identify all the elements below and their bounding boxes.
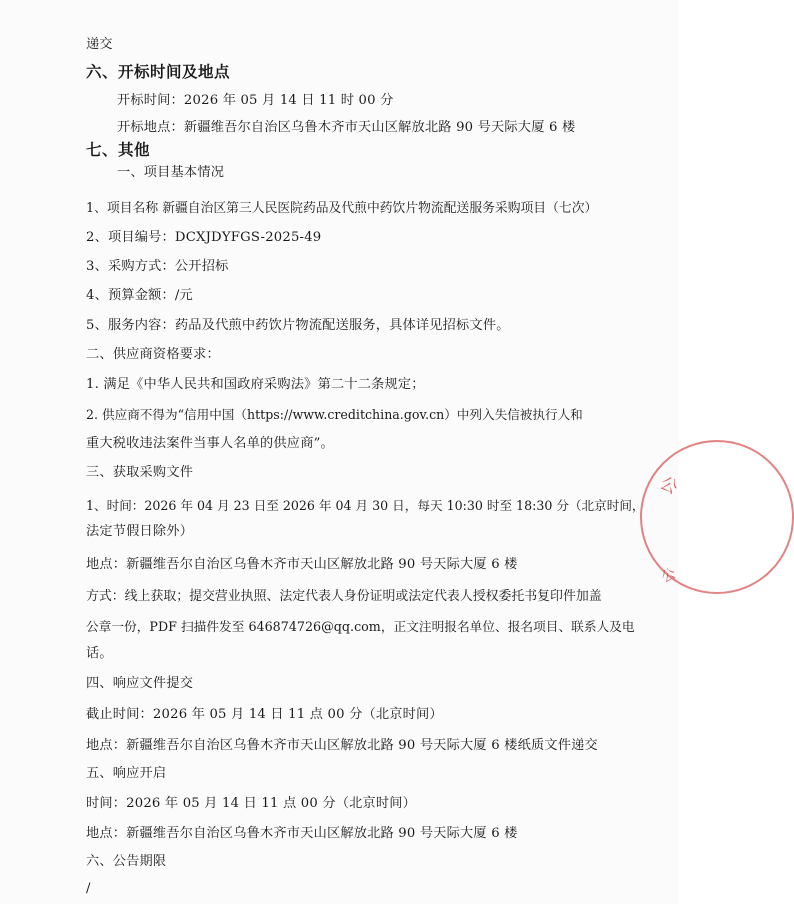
- subsection-heading: 三、获取采购文件: [86, 465, 194, 480]
- subsection-heading: 五、响应开启: [86, 766, 167, 781]
- text-line: 1. 满足《中华人民共和国政府采购法》第二十二条规定；: [86, 377, 425, 392]
- text-line: 开标时间：2026 年 05 月 14 日 11 时 00 分: [117, 93, 394, 108]
- text-line: 截止时间：2026 年 05 月 14 日 11 点 00 分（北京时间）: [86, 707, 443, 722]
- text-line: 1、项目名称 新疆自治区第三人民医院药品及代煎中药饮片物流配送服务采购项目（七次）: [86, 201, 598, 216]
- text-line: 地点：新疆维吾尔自治区乌鲁木齐市天山区解放北路 90 号天际大厦 6 楼: [86, 826, 518, 841]
- text-line: 开标地点：新疆维吾尔自治区乌鲁木齐市天山区解放北路 90 号天际大厦 6 楼: [117, 120, 576, 135]
- seal-glyph: 公: [659, 565, 679, 587]
- official-seal: [640, 440, 681, 620]
- text-line: 法定节假日除外）: [86, 524, 194, 539]
- text-line: 2、项目编号：DCXJDYFGS-2025-49: [86, 230, 322, 245]
- text-line: 时间：2026 年 05 月 14 日 11 点 00 分（北京时间）: [86, 796, 417, 811]
- section-heading: 七、其他: [86, 141, 151, 159]
- text-line: 方式：线上获取；提交营业执照、法定代表人身份证明或法定代表人授权委托书复印件加盖: [86, 589, 602, 604]
- text-line: 重大税收违法案件当事人名单的供应商”。: [86, 436, 334, 451]
- text-line: 公章一份，PDF 扫描件发至 646874726@qq.com，正文注明报名单位、报名项目、联系人及电: [86, 619, 635, 634]
- text-line: 话。: [86, 646, 113, 661]
- text-line: 递交: [86, 37, 113, 52]
- subsection-heading: 六、公告期限: [86, 854, 167, 869]
- text-line: 4、预算金额：/元: [86, 288, 193, 303]
- text-line: 地点：新疆维吾尔自治区乌鲁木齐市天山区解放北路 90 号天际大厦 6 楼: [86, 557, 518, 572]
- text-line: 1、时间：2026 年 04 月 23 日至 2026 年 04 月 30 日，每天 10:30 时至 18:30 分（北京时间，: [86, 498, 645, 513]
- text-line: /: [86, 881, 91, 896]
- section-heading: 六、开标时间及地点: [86, 63, 231, 81]
- seal-glyph: 公: [656, 473, 681, 499]
- subsection-heading: 四、响应文件提交: [86, 676, 194, 691]
- text-line: 5、服务内容：药品及代煎中药饮片物流配送服务，具体详见招标文件。: [86, 318, 510, 333]
- text-line: 2. 供应商不得为“信用中国（https://www.creditchina.gov.cn）中列入失信被执行人和: [86, 407, 583, 422]
- text-line: 地点：新疆维吾尔自治区乌鲁木齐市天山区解放北路 90 号天际大厦 6 楼纸质文件递交: [86, 738, 598, 753]
- subsection-heading: 一、项目基本情况: [117, 165, 225, 180]
- subsection-heading: 二、供应商资格要求：: [86, 347, 220, 362]
- text-line: 3、采购方式：公开招标: [86, 259, 229, 274]
